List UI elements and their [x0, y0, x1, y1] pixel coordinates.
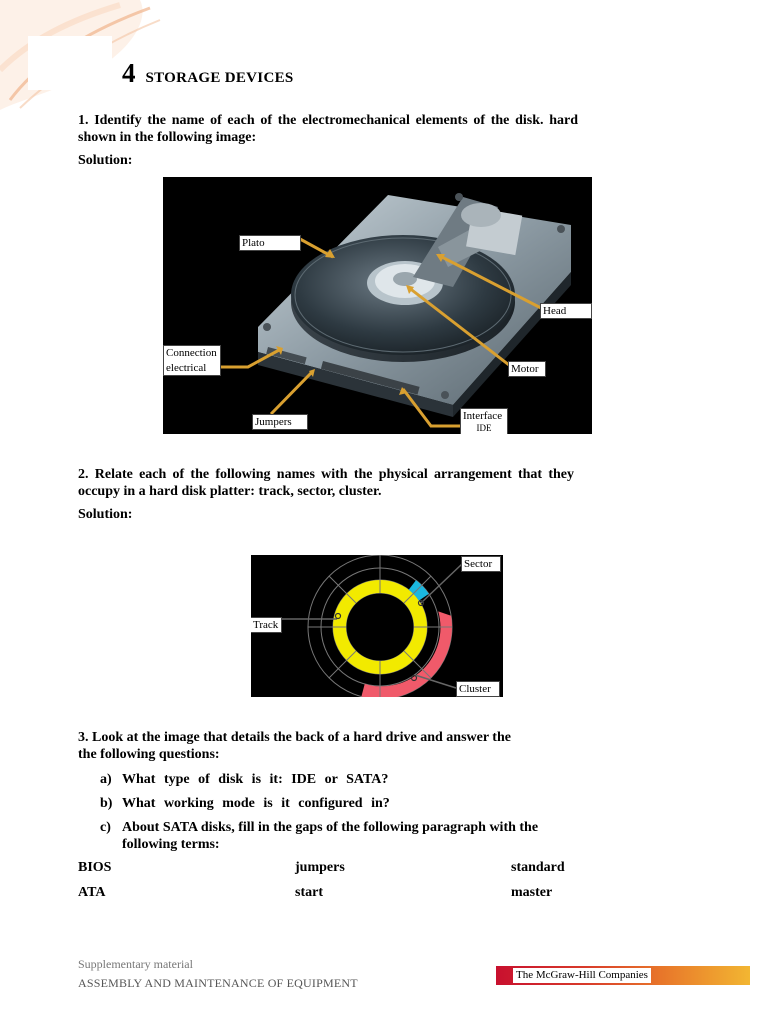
callout-connection-line1: Connection — [166, 347, 217, 359]
question-1-text: 1. Identify the name of each of the electromechanical elements of the disk. hard shown in the following image: — [78, 113, 578, 145]
question-3-text-line2: the following questions: — [78, 747, 220, 762]
callout-motor: Motor — [508, 361, 546, 377]
item-c-text-line1: About SATA disks, fill in the gaps of the following paragraph with the — [122, 820, 539, 835]
chapter-number: 4 — [122, 58, 136, 88]
item-c-text-line2: following terms: — [122, 837, 220, 852]
question-3-item-a — [100, 771, 594, 788]
question-3-text — [78, 729, 578, 763]
question-3-text-line1: 3. Look at the image that details the back of a hard drive and answer the — [78, 730, 511, 745]
callout-plato: Plato — [239, 235, 301, 251]
platter-diagram-figure — [251, 555, 503, 697]
item-c-marker: c) — [100, 820, 111, 835]
question-2-text: 2. Relate each of the following names with the physical arrangement that they occupy in a hard disk platter: track, sector, cluster. — [78, 467, 574, 499]
hard-disk-figure — [163, 177, 592, 434]
term-master: master — [511, 885, 553, 900]
brand-label: The McGraw-Hill Companies — [513, 968, 651, 983]
item-a-marker: a) — [100, 772, 112, 787]
callout-interface-line2: IDE — [476, 423, 492, 433]
corner-decoration — [0, 0, 170, 110]
item-b-marker: b) — [100, 796, 113, 811]
footer-course-title: ASSEMBLY AND MAINTENANCE OF EQUIPMENT — [78, 976, 358, 990]
callout-connection — [163, 345, 221, 376]
callout-interface — [460, 408, 508, 434]
callout-sector: Sector — [461, 556, 501, 572]
hard-disk-illustration — [163, 177, 592, 434]
callout-head: Head — [540, 303, 592, 319]
term-ata: ATA — [78, 885, 106, 900]
item-a-text: What type of disk is it: IDE or SATA? — [122, 772, 389, 787]
callout-jumpers: Jumpers — [252, 414, 308, 430]
callout-cluster: Cluster — [456, 681, 500, 697]
callout-interface-line1: Interface — [463, 410, 503, 422]
chapter-heading — [122, 58, 294, 89]
callout-track: Track — [251, 617, 282, 633]
term-start: start — [295, 885, 323, 900]
platter-diagram — [251, 555, 503, 697]
callout-connection-line2: electrical — [166, 362, 207, 374]
item-b-text: What working mode is it configured in? — [122, 796, 390, 811]
term-bios: BIOS — [78, 860, 112, 875]
question-1-solution-label: Solution: — [78, 153, 133, 168]
question-3-item-c — [100, 819, 594, 853]
question-2-solution-label: Solution: — [78, 507, 133, 522]
corner-blank-box — [28, 36, 112, 90]
chapter-title: STORAGE DEVICES — [145, 70, 294, 86]
question-3-item-b — [100, 795, 594, 812]
footer-supplementary: Supplementary material — [78, 957, 193, 971]
term-standard: standard — [511, 860, 565, 875]
term-jumpers: jumpers — [295, 860, 345, 875]
